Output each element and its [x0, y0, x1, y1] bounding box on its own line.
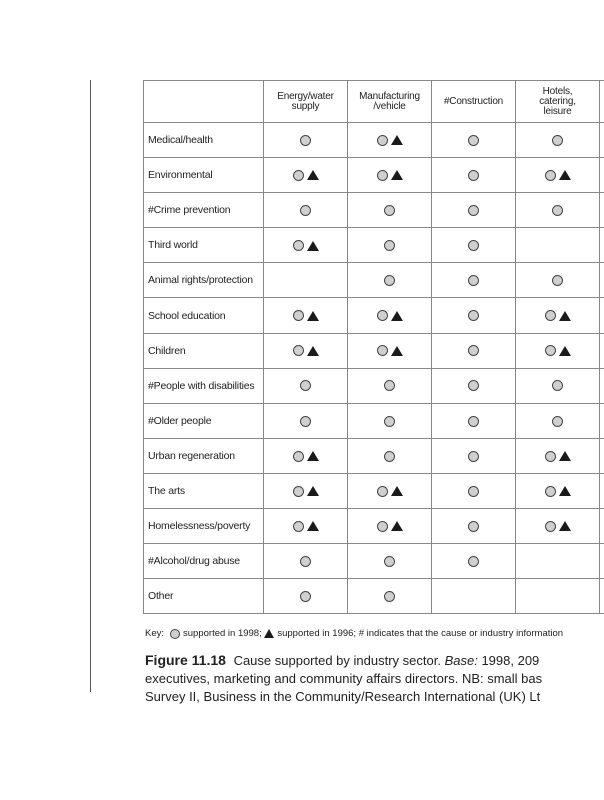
triangle-symbol-icon: [307, 311, 319, 321]
support-cell: [516, 193, 600, 228]
row-label: #People with disabilities: [144, 368, 264, 403]
triangle-symbol-icon: [559, 170, 571, 180]
circle-symbol-icon: [545, 486, 556, 497]
table-row: [144, 123, 604, 158]
circle-symbol-icon: [293, 240, 304, 251]
column-header: [264, 81, 348, 123]
row-label: #Alcohol/drug abuse: [144, 544, 264, 579]
circle-symbol-icon: [545, 310, 556, 321]
support-cell: [264, 579, 348, 614]
support-cell: [600, 473, 604, 508]
table-row: [144, 158, 604, 193]
triangle-symbol-icon: [264, 629, 274, 638]
key-prefix: Key:: [145, 628, 165, 639]
support-cell: [516, 263, 600, 298]
column-header-line: supply: [291, 100, 320, 112]
table-row: [144, 228, 604, 263]
triangle-symbol-icon: [307, 486, 319, 496]
circle-symbol-icon: [300, 416, 311, 427]
support-cell: [264, 263, 348, 298]
column-header-line: Energy/water: [277, 90, 334, 102]
circle-symbol-icon: [468, 310, 479, 321]
table-row: [144, 193, 604, 228]
circle-symbol-icon: [545, 170, 556, 181]
circle-symbol-icon: [468, 170, 479, 181]
support-cell: [600, 403, 604, 438]
support-cell: [432, 509, 516, 544]
circle-symbol-icon: [293, 451, 304, 462]
support-cell: [348, 158, 432, 193]
table-row: [144, 368, 604, 403]
circle-symbol-icon: [468, 275, 479, 286]
support-cell: [432, 579, 516, 614]
support-cell: [348, 473, 432, 508]
circle-symbol-icon: [552, 275, 563, 286]
circle-symbol-icon: [468, 240, 479, 251]
column-header-line: leisure: [543, 105, 572, 117]
circle-symbol-icon: [300, 205, 311, 216]
support-cell: [348, 438, 432, 473]
support-cell: [432, 333, 516, 368]
row-label: #Crime prevention: [144, 193, 264, 228]
caption-base-label: Base:: [444, 653, 478, 668]
circle-symbol-icon: [468, 556, 479, 567]
circle-symbol-icon: [384, 275, 395, 286]
support-cell: [264, 298, 348, 333]
key-triangle-text: supported in 1996;: [277, 628, 357, 639]
column-header-line: Hotels,: [542, 85, 573, 97]
support-cell: [264, 333, 348, 368]
support-cell: [600, 158, 604, 193]
circle-symbol-icon: [468, 135, 479, 146]
triangle-symbol-icon: [307, 451, 319, 461]
support-cell: [348, 544, 432, 579]
circle-symbol-icon: [300, 591, 311, 602]
support-cell: [432, 298, 516, 333]
row-label: Third world: [144, 228, 264, 263]
support-cell: [348, 298, 432, 333]
support-cell: [264, 158, 348, 193]
row-label: Urban regeneration: [144, 438, 264, 473]
row-label: Environmental: [144, 158, 264, 193]
support-cell: [516, 333, 600, 368]
column-header-line: /vehicle: [373, 100, 406, 112]
column-header: [516, 81, 600, 123]
support-cell: [348, 509, 432, 544]
cause-by-sector-table: [143, 80, 604, 614]
support-cell: [516, 579, 600, 614]
table-row: [144, 509, 604, 544]
support-cell: [264, 368, 348, 403]
row-label: The arts: [144, 473, 264, 508]
support-cell: [264, 193, 348, 228]
support-cell: [516, 368, 600, 403]
support-cell: [264, 438, 348, 473]
triangle-symbol-icon: [391, 311, 403, 321]
triangle-symbol-icon: [391, 135, 403, 145]
table-row: [144, 403, 604, 438]
header-row: [144, 81, 604, 123]
support-cell: [432, 544, 516, 579]
circle-symbol-icon: [468, 380, 479, 391]
key-circle-text: supported in 1998;: [183, 628, 262, 639]
support-cell: [516, 403, 600, 438]
circle-symbol-icon: [377, 135, 388, 146]
column-header-line: catering,: [539, 95, 576, 107]
circle-symbol-icon: [377, 521, 388, 532]
row-label: Children: [144, 333, 264, 368]
table-row: [144, 298, 604, 333]
support-cell: [516, 473, 600, 508]
support-cell: [600, 263, 604, 298]
row-label: #Older people: [144, 403, 264, 438]
circle-symbol-icon: [377, 486, 388, 497]
triangle-symbol-icon: [559, 451, 571, 461]
support-cell: [348, 123, 432, 158]
column-header: [600, 81, 604, 123]
support-cell: [348, 263, 432, 298]
cause-table-region: [143, 80, 604, 620]
triangle-symbol-icon: [391, 521, 403, 531]
row-label: Animal rights/protection: [144, 263, 264, 298]
circle-symbol-icon: [293, 310, 304, 321]
support-cell: [516, 158, 600, 193]
triangle-symbol-icon: [391, 486, 403, 496]
support-cell: [432, 263, 516, 298]
circle-symbol-icon: [468, 416, 479, 427]
circle-symbol-icon: [377, 310, 388, 321]
support-cell: [600, 333, 604, 368]
support-cell: [516, 509, 600, 544]
support-cell: [348, 368, 432, 403]
support-cell: [432, 123, 516, 158]
support-cell: [432, 403, 516, 438]
triangle-symbol-icon: [307, 241, 319, 251]
support-cell: [264, 544, 348, 579]
margin-rule: [90, 80, 91, 692]
circle-symbol-icon: [384, 240, 395, 251]
caption-line-3: Survey II, Business in the Community/Research International (UK) Lt: [145, 689, 541, 704]
row-label: Homelessness/poverty: [144, 509, 264, 544]
circle-symbol-icon: [552, 205, 563, 216]
support-cell: [516, 438, 600, 473]
circle-symbol-icon: [552, 135, 563, 146]
column-header: [432, 81, 516, 123]
figure-caption: [145, 651, 604, 706]
table-row: [144, 263, 604, 298]
circle-symbol-icon: [384, 591, 395, 602]
circle-symbol-icon: [384, 380, 395, 391]
support-cell: [264, 473, 348, 508]
support-cell: [348, 193, 432, 228]
table-row: [144, 438, 604, 473]
support-cell: [264, 509, 348, 544]
circle-symbol-icon: [384, 416, 395, 427]
support-cell: [264, 228, 348, 263]
table-row: [144, 333, 604, 368]
circle-symbol-icon: [293, 170, 304, 181]
support-cell: [600, 123, 604, 158]
circle-symbol-icon: [377, 345, 388, 356]
support-cell: [348, 333, 432, 368]
support-cell: [432, 158, 516, 193]
caption-text-1: Cause supported by industry sector.: [233, 653, 441, 668]
row-label: Other: [144, 579, 264, 614]
triangle-symbol-icon: [391, 170, 403, 180]
support-cell: [600, 544, 604, 579]
triangle-symbol-icon: [559, 521, 571, 531]
row-label: Medical/health: [144, 123, 264, 158]
circle-symbol-icon: [300, 135, 311, 146]
support-cell: [348, 228, 432, 263]
circle-symbol-icon: [545, 451, 556, 462]
table-row: [144, 473, 604, 508]
triangle-symbol-icon: [307, 170, 319, 180]
support-cell: [600, 509, 604, 544]
circle-symbol-icon: [468, 205, 479, 216]
circle-symbol-icon: [468, 345, 479, 356]
support-cell: [600, 193, 604, 228]
support-cell: [348, 579, 432, 614]
caption-tail-1: 1998, 209: [481, 653, 540, 668]
circle-symbol-icon: [300, 380, 311, 391]
support-cell: [516, 544, 600, 579]
circle-symbol-icon: [552, 416, 563, 427]
support-cell: [264, 123, 348, 158]
support-cell: [348, 403, 432, 438]
figure-label: Figure 11.18: [145, 652, 226, 668]
circle-symbol-icon: [300, 556, 311, 567]
support-cell: [432, 368, 516, 403]
column-header-line: #Construction: [443, 95, 504, 107]
support-cell: [432, 438, 516, 473]
circle-symbol-icon: [384, 556, 395, 567]
circle-symbol-icon: [384, 451, 395, 462]
caption-line-2: executives, marketing and community affairs directors. NB: small bas: [145, 671, 543, 686]
column-header-line: Manufacturing: [359, 90, 420, 102]
triangle-symbol-icon: [559, 346, 571, 356]
support-cell: [516, 228, 600, 263]
support-cell: [432, 473, 516, 508]
circle-symbol-icon: [552, 380, 563, 391]
caption-line-1: [145, 651, 604, 670]
row-label: School education: [144, 298, 264, 333]
triangle-symbol-icon: [307, 521, 319, 531]
table-row: [144, 544, 604, 579]
circle-symbol-icon: [468, 451, 479, 462]
table-row: [144, 579, 604, 614]
circle-symbol-icon: [377, 170, 388, 181]
circle-symbol-icon: [384, 205, 395, 216]
support-cell: [264, 403, 348, 438]
circle-symbol-icon: [170, 629, 180, 639]
support-cell: [432, 228, 516, 263]
header-corner: [144, 81, 264, 123]
support-cell: [600, 438, 604, 473]
circle-symbol-icon: [293, 486, 304, 497]
support-cell: [600, 579, 604, 614]
circle-symbol-icon: [545, 345, 556, 356]
support-cell: [516, 298, 600, 333]
support-cell: [600, 368, 604, 403]
table-body: [144, 123, 604, 614]
circle-symbol-icon: [293, 345, 304, 356]
support-cell: [516, 123, 600, 158]
circle-symbol-icon: [468, 486, 479, 497]
circle-symbol-icon: [545, 521, 556, 532]
support-cell: [600, 298, 604, 333]
circle-symbol-icon: [293, 521, 304, 532]
triangle-symbol-icon: [559, 486, 571, 496]
triangle-symbol-icon: [391, 346, 403, 356]
key-hash-text: # indicates that the cause or industry information: [358, 628, 564, 639]
circle-symbol-icon: [468, 521, 479, 532]
support-cell: [600, 228, 604, 263]
triangle-symbol-icon: [559, 311, 571, 321]
triangle-symbol-icon: [307, 346, 319, 356]
support-cell: [432, 193, 516, 228]
key-legend: [145, 628, 604, 639]
column-header: [348, 81, 432, 123]
